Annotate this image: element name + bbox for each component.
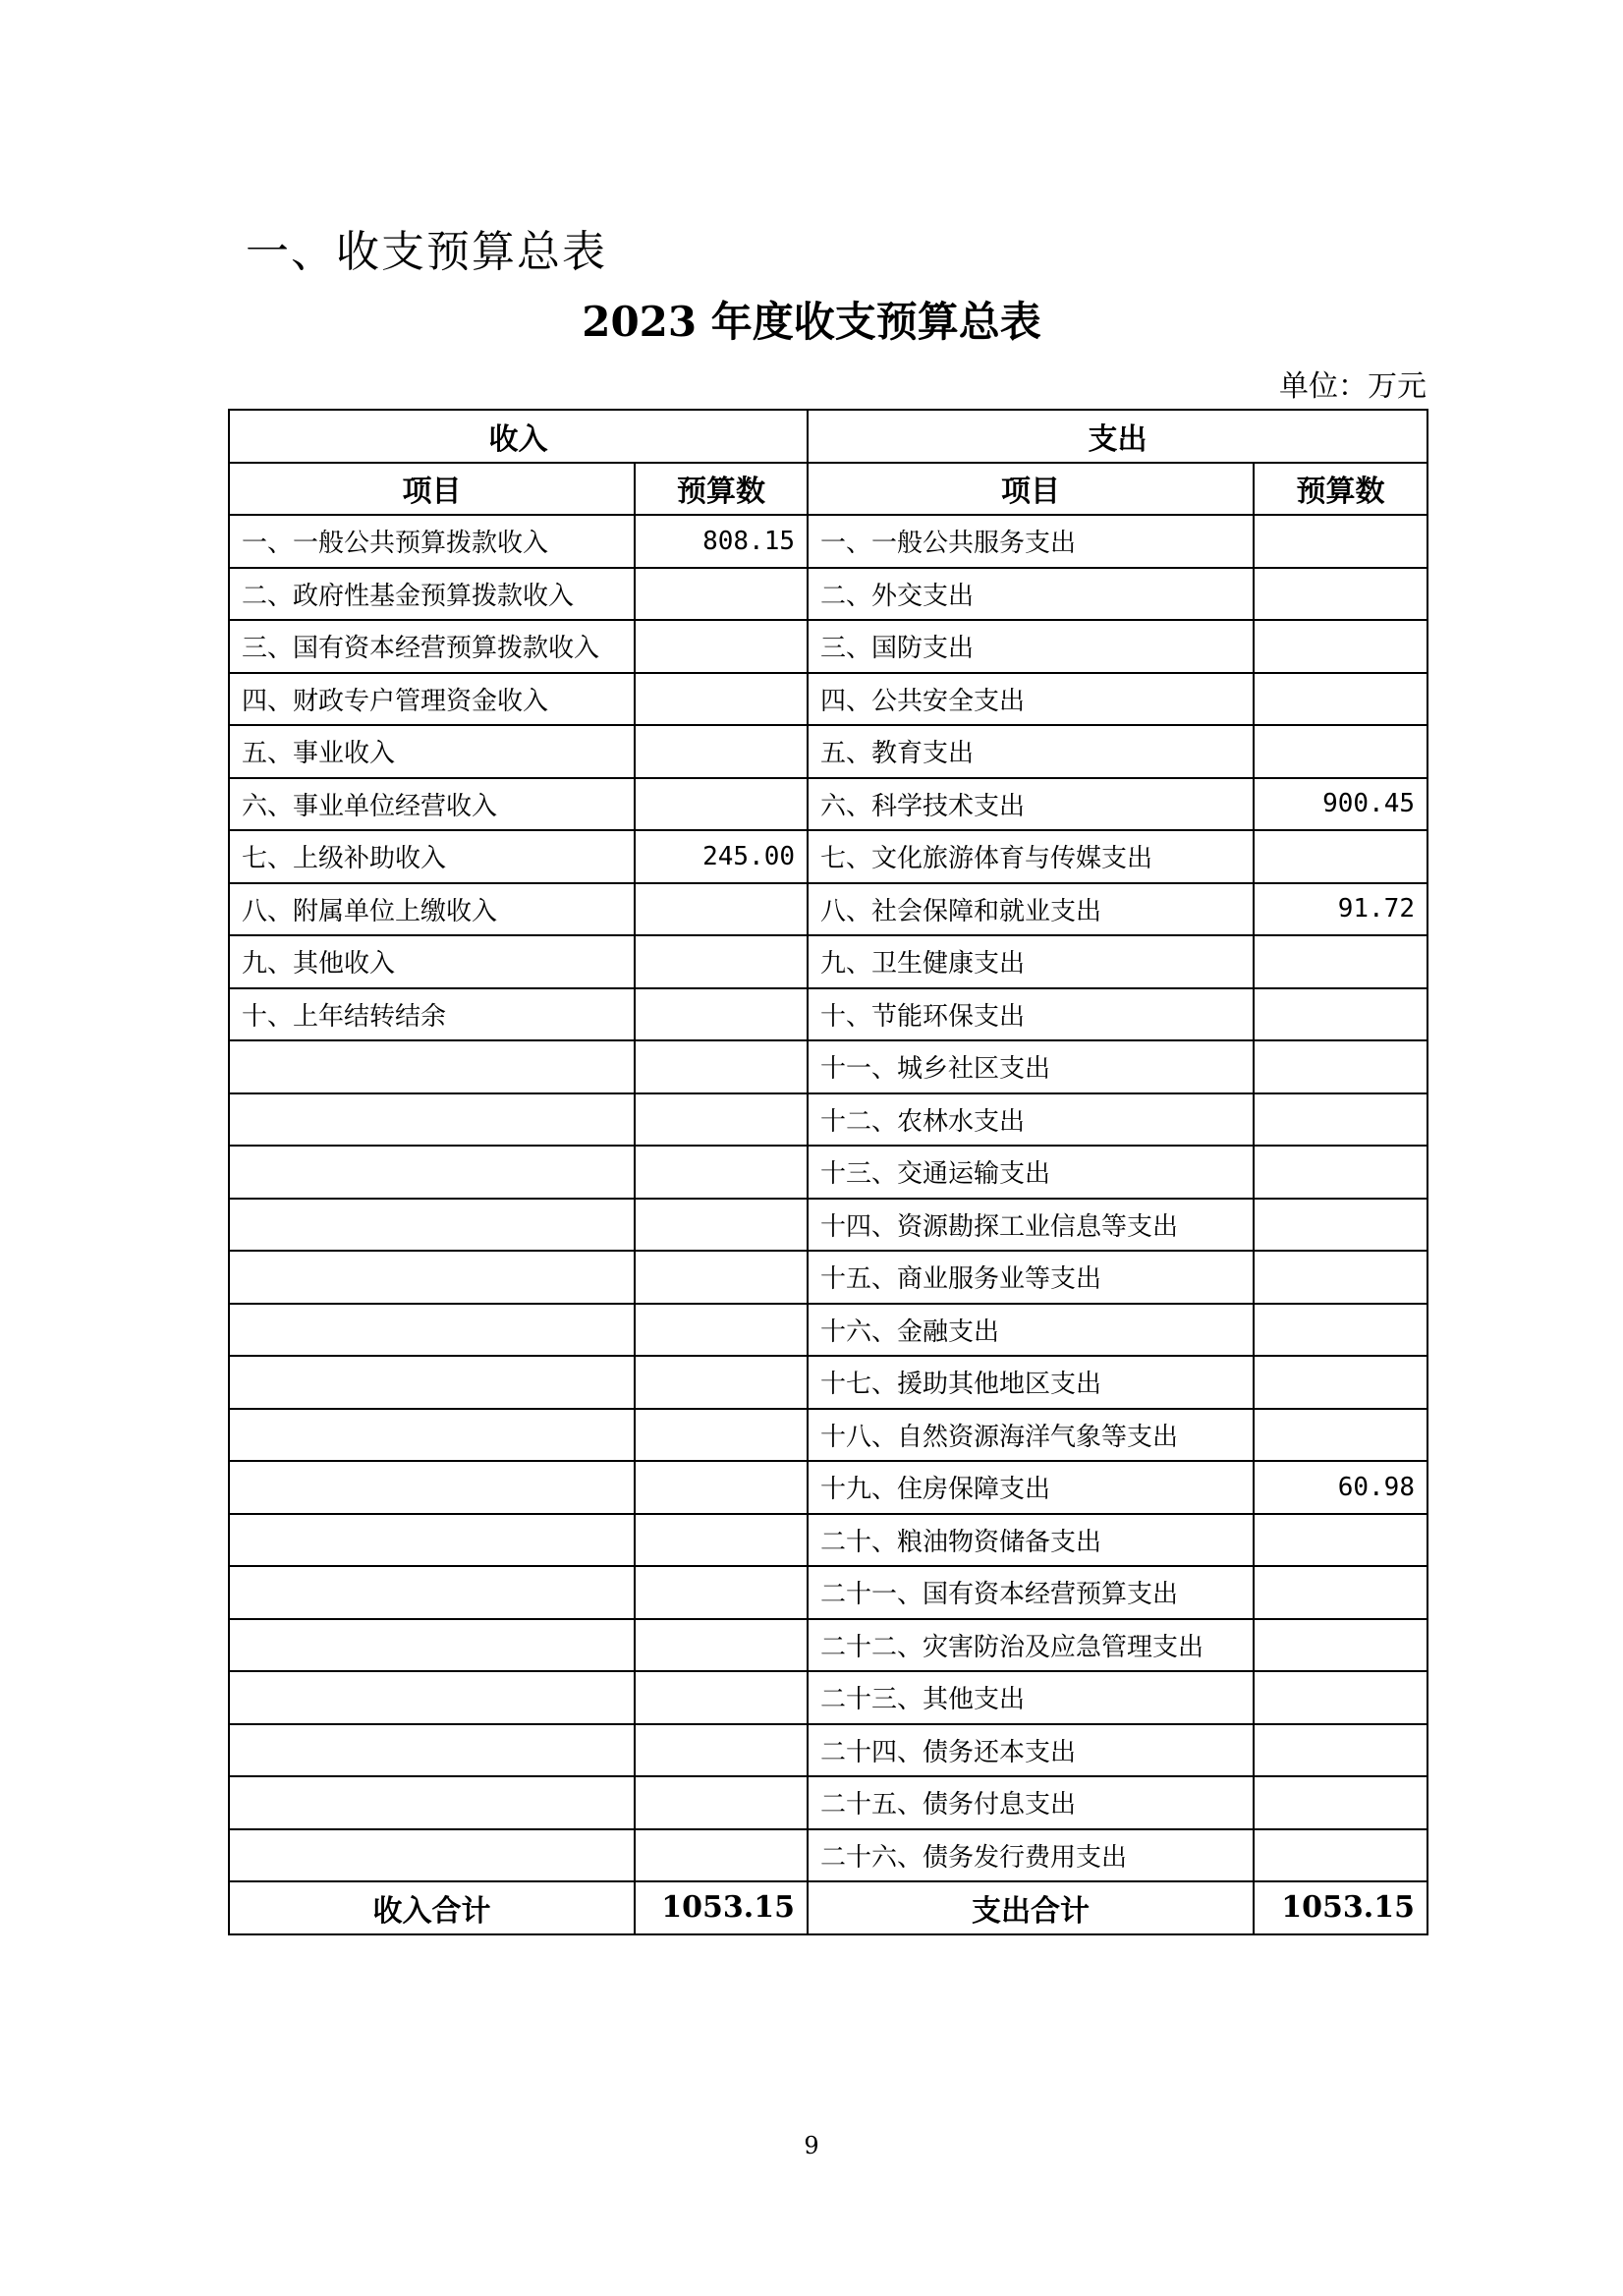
income-amount-cell (635, 1040, 808, 1093)
table-row (229, 568, 1427, 621)
expense-amount-cell (1254, 1356, 1427, 1409)
income-amount-cell (635, 1356, 808, 1409)
income-amount-cell (635, 1514, 808, 1567)
table-row (229, 725, 1427, 778)
expense-amount-cell (1254, 935, 1427, 988)
expense-amount-cell (1254, 725, 1427, 778)
income-total-amount: 1053.15 (635, 1881, 808, 1934)
expense-amount-cell: 900.45 (1254, 778, 1427, 831)
income-amount-cell (635, 883, 808, 936)
expense-item-cell: 二十三、其他支出 (808, 1671, 1254, 1724)
income-amount-cell (635, 778, 808, 831)
income-item-cell (229, 1566, 635, 1619)
table-title: 2023 年度收支预算总表 (582, 298, 1041, 346)
table-row (229, 1776, 1427, 1829)
expense-amount-cell (1254, 620, 1427, 673)
income-amount-cell (635, 1251, 808, 1304)
expense-item-cell: 十二、农林水支出 (808, 1093, 1254, 1147)
expense-amount-cell (1254, 1776, 1427, 1829)
table-row (229, 1040, 1427, 1093)
expense-item-cell: 七、文化旅游体育与传媒支出 (808, 830, 1254, 883)
expense-item-cell: 十五、商业服务业等支出 (808, 1251, 1254, 1304)
expense-budget-header: 预算数 (1254, 463, 1427, 516)
table-row (229, 1199, 1427, 1252)
income-amount-cell (635, 1619, 808, 1672)
expense-item-cell: 二十二、灾害防治及应急管理支出 (808, 1619, 1254, 1672)
income-item-cell (229, 1776, 635, 1829)
budget-table (228, 409, 1428, 1935)
income-amount-cell: 245.00 (635, 830, 808, 883)
page-number: 9 (804, 2132, 819, 2159)
expense-item-cell: 八、社会保障和就业支出 (808, 883, 1254, 936)
expense-item-cell: 十三、交通运输支出 (808, 1146, 1254, 1199)
income-item-cell (229, 1619, 635, 1672)
income-item-cell: 六、事业单位经营收入 (229, 778, 635, 831)
income-amount-cell (635, 1776, 808, 1829)
income-amount-cell (635, 1724, 808, 1777)
table-row (229, 1619, 1427, 1672)
income-item-cell (229, 1461, 635, 1514)
expense-amount-cell (1254, 830, 1427, 883)
unit-label: 单位：万元 (1279, 369, 1427, 404)
table-row (229, 1146, 1427, 1199)
income-amount-cell: 808.15 (635, 515, 808, 568)
table-row (229, 1566, 1427, 1619)
table-row (229, 1356, 1427, 1409)
expense-amount-cell (1254, 1093, 1427, 1147)
totals-row (229, 1881, 1427, 1934)
table-row (229, 1724, 1427, 1777)
expense-item-cell: 二十四、债务还本支出 (808, 1724, 1254, 1777)
expense-amount-cell (1254, 1671, 1427, 1724)
income-amount-cell (635, 673, 808, 726)
expense-item-cell: 五、教育支出 (808, 725, 1254, 778)
income-item-cell: 十、上年结转结余 (229, 988, 635, 1041)
expense-amount-cell (1254, 515, 1427, 568)
expense-amount-cell (1254, 1514, 1427, 1567)
income-amount-cell (635, 1566, 808, 1619)
table-row (229, 778, 1427, 831)
table-row (229, 620, 1427, 673)
income-item-cell (229, 1304, 635, 1357)
income-item-cell (229, 1724, 635, 1777)
expense-item-cell: 二十一、国有资本经营预算支出 (808, 1566, 1254, 1619)
expense-amount-cell: 91.72 (1254, 883, 1427, 936)
expense-item-cell: 十六、金融支出 (808, 1304, 1254, 1357)
section-heading: 一、收支预算总表 (246, 227, 607, 277)
table-row (229, 1671, 1427, 1724)
income-amount-cell (635, 988, 808, 1041)
expense-amount-cell (1254, 1619, 1427, 1672)
income-item-cell: 五、事业收入 (229, 725, 635, 778)
expense-amount-cell (1254, 1199, 1427, 1252)
table-row (229, 1093, 1427, 1147)
income-item-header: 项目 (229, 463, 635, 516)
income-item-cell (229, 1671, 635, 1724)
column-header-row (229, 463, 1427, 516)
income-item-cell (229, 1093, 635, 1147)
income-item-cell: 七、上级补助收入 (229, 830, 635, 883)
income-amount-cell (635, 1409, 808, 1462)
expense-item-cell: 十八、自然资源海洋气象等支出 (808, 1409, 1254, 1462)
expense-item-cell: 一、一般公共服务支出 (808, 515, 1254, 568)
table-row (229, 883, 1427, 936)
income-amount-cell (635, 725, 808, 778)
expense-item-cell: 十、节能环保支出 (808, 988, 1254, 1041)
income-item-cell: 二、政府性基金预算拨款收入 (229, 568, 635, 621)
income-amount-cell (635, 1671, 808, 1724)
table-row (229, 1304, 1427, 1357)
budget-body (229, 515, 1427, 1881)
expense-item-cell: 十七、援助其他地区支出 (808, 1356, 1254, 1409)
expense-amount-cell (1254, 1409, 1427, 1462)
expense-amount-cell (1254, 1304, 1427, 1357)
expense-amount-cell (1254, 1146, 1427, 1199)
income-amount-cell (635, 568, 808, 621)
income-item-cell: 四、财政专户管理资金收入 (229, 673, 635, 726)
expense-item-header: 项目 (808, 463, 1254, 516)
expense-item-cell: 四、公共安全支出 (808, 673, 1254, 726)
expense-item-cell: 二、外交支出 (808, 568, 1254, 621)
expense-item-cell: 十一、城乡社区支出 (808, 1040, 1254, 1093)
income-item-cell (229, 1829, 635, 1882)
income-amount-cell (635, 935, 808, 988)
income-item-cell (229, 1514, 635, 1567)
income-total-label: 收入合计 (229, 1881, 635, 1934)
income-item-cell: 三、国有资本经营预算拨款收入 (229, 620, 635, 673)
expense-item-cell: 九、卫生健康支出 (808, 935, 1254, 988)
income-group-header: 收入 (229, 410, 808, 463)
income-amount-cell (635, 1199, 808, 1252)
expense-amount-cell: 60.98 (1254, 1461, 1427, 1514)
expense-item-cell: 十四、资源勘探工业信息等支出 (808, 1199, 1254, 1252)
table-row (229, 830, 1427, 883)
income-item-cell (229, 1356, 635, 1409)
income-amount-cell (635, 620, 808, 673)
income-amount-cell (635, 1093, 808, 1147)
expense-amount-cell (1254, 568, 1427, 621)
income-amount-cell (635, 1304, 808, 1357)
table-row (229, 1251, 1427, 1304)
expense-amount-cell (1254, 1251, 1427, 1304)
income-amount-cell (635, 1829, 808, 1882)
income-item-cell (229, 1199, 635, 1252)
expense-amount-cell (1254, 1040, 1427, 1093)
expense-item-cell: 二十六、债务发行费用支出 (808, 1829, 1254, 1882)
income-item-cell: 一、一般公共预算拨款收入 (229, 515, 635, 568)
expense-amount-cell (1254, 1724, 1427, 1777)
table-row (229, 1829, 1427, 1882)
income-item-cell (229, 1146, 635, 1199)
table-row (229, 988, 1427, 1041)
expense-item-cell: 二十五、债务付息支出 (808, 1776, 1254, 1829)
expense-total-label: 支出合计 (808, 1881, 1254, 1934)
expense-amount-cell (1254, 1829, 1427, 1882)
expense-group-header: 支出 (808, 410, 1427, 463)
expense-amount-cell (1254, 673, 1427, 726)
income-budget-header: 预算数 (635, 463, 808, 516)
expense-amount-cell (1254, 1566, 1427, 1619)
table-row (229, 1514, 1427, 1567)
table-row (229, 673, 1427, 726)
table-row (229, 935, 1427, 988)
income-amount-cell (635, 1146, 808, 1199)
expense-amount-cell (1254, 988, 1427, 1041)
table-row (229, 515, 1427, 568)
expense-item-cell: 三、国防支出 (808, 620, 1254, 673)
income-amount-cell (635, 1461, 808, 1514)
expense-item-cell: 二十、粮油物资储备支出 (808, 1514, 1254, 1567)
table-row (229, 1409, 1427, 1462)
income-item-cell: 八、附属单位上缴收入 (229, 883, 635, 936)
expense-item-cell: 十九、住房保障支出 (808, 1461, 1254, 1514)
income-item-cell: 九、其他收入 (229, 935, 635, 988)
income-item-cell (229, 1251, 635, 1304)
expense-item-cell: 六、科学技术支出 (808, 778, 1254, 831)
income-item-cell (229, 1409, 635, 1462)
income-item-cell (229, 1040, 635, 1093)
group-header-row (229, 410, 1427, 463)
expense-total-amount: 1053.15 (1254, 1881, 1427, 1934)
table-row (229, 1461, 1427, 1514)
